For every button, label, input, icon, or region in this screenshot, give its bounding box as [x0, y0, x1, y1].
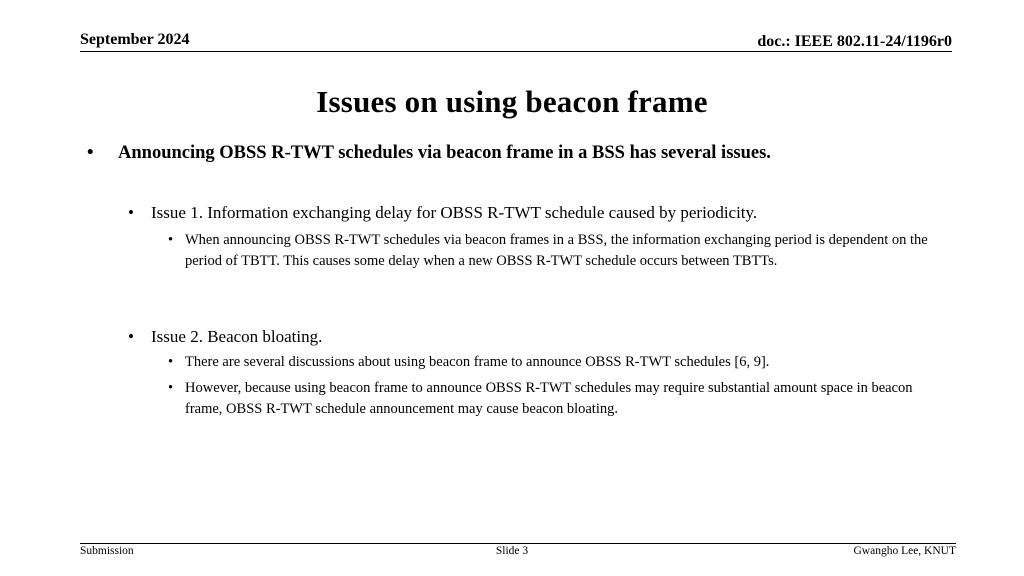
bullet-icon: •: [168, 232, 174, 248]
issue-2-detail-2-text: However, because using beacon frame to announce OBSS R-TWT schedules may require substantial amount space in beacon frame, OBSS R-TWT schedule announcement may cause beacon bloating.: [185, 380, 913, 417]
issue-1-bullet: [128, 203, 931, 223]
issue-1-heading: Issue 1. Information exchanging delay for OBSS R-TWT schedule caused by periodicity.: [151, 203, 758, 222]
issue-2-detail-1-text: There are several discussions about using beacon frame to announce OBSS R-TWT schedules [6, 9].: [185, 354, 770, 370]
footer-slide-number: Slide 3: [495, 545, 529, 557]
issue-2-detail-1: [168, 352, 940, 373]
footer-submission: Submission: [80, 545, 134, 557]
footer-divider: [80, 543, 956, 544]
issue-2-detail-2: [168, 378, 940, 419]
bullet-icon: •: [128, 203, 134, 222]
slide-title: Issues on using beacon frame: [316, 84, 708, 119]
bullet-icon: •: [168, 380, 174, 396]
issue-2-heading: Issue 2. Beacon bloating.: [151, 327, 323, 346]
bullet-icon: •: [128, 327, 134, 346]
header-doc-id: doc.: IEEE 802.11-24/1196r0: [757, 33, 952, 50]
header-divider: [80, 51, 952, 52]
header-date: September 2024: [80, 31, 190, 48]
bullet-icon: •: [87, 143, 94, 163]
issue-1-detail-1: [168, 230, 940, 271]
main-bullet: [87, 143, 918, 164]
footer-author: Gwangho Lee, KNUT: [853, 545, 956, 557]
bullet-icon: •: [168, 354, 174, 370]
issue-2-bullet: [128, 327, 931, 347]
main-bullet-text: Announcing OBSS R-TWT schedules via beacon frame in a BSS has several issues.: [118, 143, 771, 163]
issue-1-detail-1-text: When announcing OBSS R-TWT schedules via beacon frames in a BSS, the information exchanging period is dependent on the period of TBTT. This causes some delay when a new OBSS R-TWT schedule occurs between TBTTs.: [185, 232, 928, 269]
